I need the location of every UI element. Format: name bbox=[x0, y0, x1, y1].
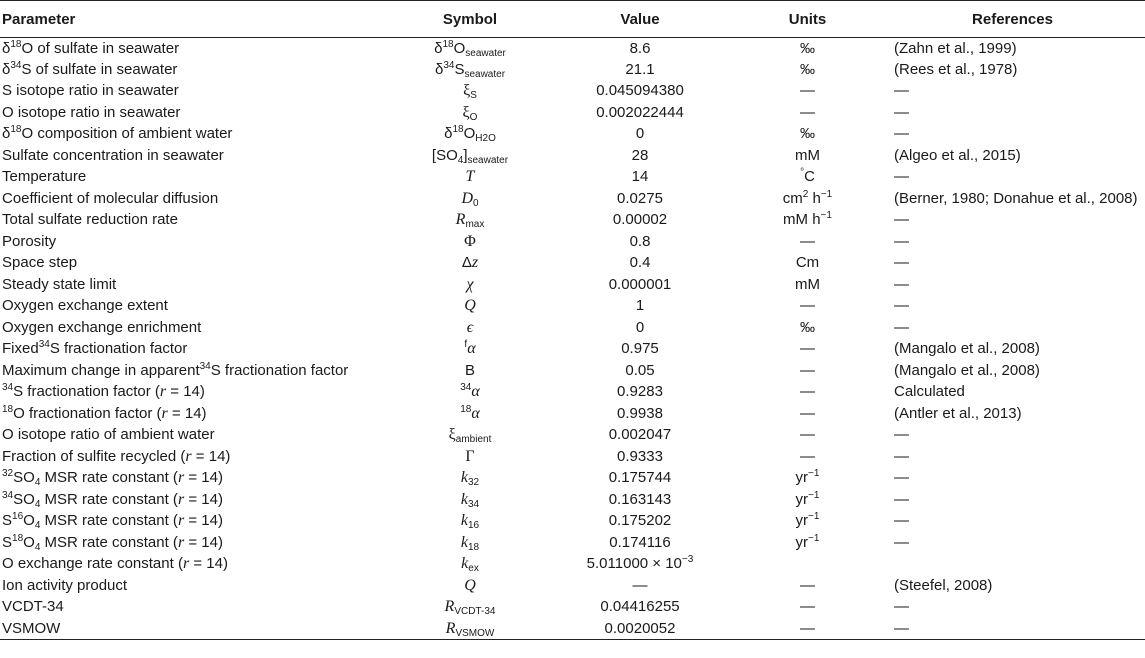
cell-parameter: $\delta^{18}O$ of sulfate in seawater bbox=[2, 38, 180, 57]
cell-symbol: $^{18}$α bbox=[460, 403, 480, 422]
cell-value: 0.002047 bbox=[608, 426, 672, 444]
table-row bbox=[0, 511, 1145, 533]
cell-reference: — bbox=[894, 490, 909, 508]
cell-symbol: $\delta^{18}O_{H2O}$ bbox=[444, 124, 496, 145]
cell-reference: (Rees et al., 1978) bbox=[894, 60, 1018, 78]
cell-value: 0.00002 bbox=[612, 211, 668, 229]
cell-value: 0.174116 bbox=[609, 533, 671, 551]
cell-symbol: $^{34}$α bbox=[460, 382, 480, 401]
table-row bbox=[0, 210, 1145, 232]
cell-units: $yr^{-1}$ bbox=[795, 532, 820, 551]
cell-reference: — bbox=[894, 426, 909, 444]
cell-units: Cm bbox=[795, 254, 820, 272]
cell-units: ‰ bbox=[800, 125, 815, 143]
cell-value: 0.04416255 bbox=[600, 598, 680, 616]
cell-symbol: χ bbox=[466, 275, 474, 293]
cell-symbol: $\delta^{34}S_{seawater}$ bbox=[434, 59, 506, 80]
cell-units: — bbox=[800, 103, 815, 121]
header-row bbox=[0, 1, 1145, 38]
cell-symbol: $\delta^{18}O_{seawater}$ bbox=[434, 38, 506, 59]
cell-value: 0 bbox=[635, 125, 645, 143]
cell-value: 0.8 bbox=[629, 232, 651, 250]
cell-reference: — bbox=[894, 82, 909, 100]
cell-reference: — bbox=[894, 125, 909, 143]
cell-value: 0.045094380 bbox=[596, 82, 684, 100]
cell-reference: — bbox=[894, 297, 909, 315]
table-row bbox=[0, 231, 1145, 253]
cell-symbol: Φ bbox=[464, 232, 476, 250]
cell-reference: — bbox=[894, 103, 909, 121]
cell-value: 21.1 bbox=[625, 60, 655, 78]
cell-units: $yr^{-1}$ bbox=[795, 511, 820, 530]
cell-parameter: $S^{18}O_4$ MSR rate constant (r = 14) bbox=[2, 532, 223, 553]
table-row bbox=[0, 145, 1145, 167]
table-body bbox=[0, 38, 1145, 640]
cell-parameter: S isotope ratio in seawater bbox=[2, 82, 179, 100]
cell-parameter: Sulfate concentration in seawater bbox=[2, 146, 224, 164]
header-references: References bbox=[880, 1, 1145, 38]
cell-parameter: Temperature bbox=[2, 168, 87, 186]
cell-value: 0.175744 bbox=[608, 469, 672, 487]
cell-symbol: $R_{max}$ bbox=[455, 211, 485, 231]
header-parameter: Parameter bbox=[0, 1, 395, 38]
cell-parameter: Ion activity product bbox=[2, 576, 128, 594]
cell-reference: (Algeo et al., 2015) bbox=[894, 146, 1021, 164]
cell-reference: — bbox=[894, 168, 909, 186]
cell-value: — bbox=[632, 576, 648, 594]
cell-reference: Calculated bbox=[894, 383, 965, 401]
cell-reference: — bbox=[894, 512, 909, 530]
cell-value: 1 bbox=[635, 297, 645, 315]
table-row bbox=[0, 296, 1145, 318]
cell-parameter: Total sulfate reduction rate bbox=[2, 211, 178, 229]
cell-units: — bbox=[800, 576, 815, 594]
cell-reference: (Zahn et al., 1999) bbox=[894, 39, 1017, 57]
cell-reference: — bbox=[894, 318, 909, 336]
cell-parameter: VSMOW bbox=[0, 618, 395, 640]
cell-parameter: $S^{16}O_4$ MSR rate constant (r = 14) bbox=[2, 511, 223, 532]
cell-parameter: Steady state limit bbox=[2, 275, 117, 293]
cell-symbol: $\xi_O$ bbox=[462, 103, 478, 123]
cell-value: 0 bbox=[635, 318, 645, 336]
cell-value: 0.05 bbox=[625, 361, 655, 379]
cell-value: 0.4 bbox=[629, 254, 651, 272]
table-row bbox=[0, 382, 1145, 404]
cell-units bbox=[735, 554, 880, 576]
cell-units: °C bbox=[800, 167, 815, 186]
cell-value: 14 bbox=[631, 168, 649, 186]
cell-units: — bbox=[800, 361, 815, 379]
cell-parameter: VCDT-34 bbox=[2, 598, 64, 616]
cell-units: $cm^2$ $h^{-1}$ bbox=[782, 188, 833, 207]
cell-units: — bbox=[800, 297, 815, 315]
table-row bbox=[0, 81, 1145, 103]
table-row bbox=[0, 489, 1145, 511]
cell-symbol: $k_{ex}$ bbox=[461, 555, 479, 575]
cell-symbol: $\xi_{ambient}$ bbox=[448, 426, 492, 446]
cell-reference: — bbox=[894, 211, 909, 229]
cell-units: mM $h^{-1}$ bbox=[783, 210, 832, 229]
cell-symbol: $k_{34}$ bbox=[460, 490, 480, 510]
cell-symbol: $\xi_S$ bbox=[463, 82, 477, 102]
table-row bbox=[0, 274, 1145, 296]
cell-parameter: Porosity bbox=[2, 232, 57, 250]
cell-reference bbox=[880, 554, 1145, 576]
cell-symbol: T bbox=[465, 168, 475, 186]
cell-parameter: Oxygen exchange extent bbox=[2, 297, 168, 315]
cell-parameter: $\delta^{18}O$ composition of ambient water bbox=[2, 124, 233, 143]
cell-units: mM bbox=[795, 146, 820, 164]
table-row bbox=[0, 425, 1145, 447]
table-row bbox=[0, 468, 1145, 490]
table-row bbox=[0, 38, 1145, 60]
cell-reference: — bbox=[894, 469, 909, 487]
cell-value: 0.0275 bbox=[617, 189, 663, 207]
cell-value: 0.0020052 bbox=[545, 618, 735, 640]
cell-reference: (Mangalo et al., 2008) bbox=[894, 340, 1040, 358]
cell-parameter: O isotope ratio of ambient water bbox=[2, 426, 215, 444]
table-row bbox=[0, 167, 1145, 189]
cell-value: 0.9938 bbox=[617, 404, 663, 422]
cell-parameter: $^{34}$S fractionation factor (r = 14) bbox=[2, 382, 205, 401]
table-row bbox=[0, 59, 1145, 81]
cell-parameter: Oxygen exchange enrichment bbox=[2, 318, 202, 336]
cell-value: $5.011000 \times 10^{-3}$ bbox=[586, 554, 694, 573]
cell-value: 0.163143 bbox=[608, 490, 672, 508]
cell-symbol: Q bbox=[464, 576, 476, 594]
table-row bbox=[0, 317, 1145, 339]
cell-symbol: $[SO_4]_{seawater}$ bbox=[431, 146, 509, 166]
table-row bbox=[0, 339, 1145, 361]
cell-value: 0.000001 bbox=[608, 275, 672, 293]
cell-symbol: $k_{16}$ bbox=[460, 512, 480, 532]
table-row bbox=[0, 253, 1145, 275]
cell-units: $yr^{-1}$ bbox=[795, 468, 820, 487]
cell-units: mM bbox=[795, 275, 820, 293]
cell-units: — bbox=[800, 404, 815, 422]
table-row bbox=[0, 124, 1145, 146]
cell-reference: — bbox=[894, 275, 909, 293]
cell-value: 0.175202 bbox=[608, 512, 672, 530]
table-row bbox=[0, 360, 1145, 382]
cell-units: — bbox=[735, 618, 880, 640]
cell-symbol: $D_0$ bbox=[461, 189, 479, 209]
cell-units: ‰ bbox=[800, 60, 815, 78]
table-row bbox=[0, 532, 1145, 554]
cell-value: 0.002022444 bbox=[596, 103, 684, 121]
cell-reference: — bbox=[894, 254, 909, 272]
cell-parameter: $^{18}$O fractionation factor (r = 14) bbox=[2, 403, 207, 422]
cell-parameter: Maximum change in apparent$^{34}$S fractionation factor bbox=[2, 360, 349, 379]
cell-parameter: Coefficient of molecular diffusion bbox=[2, 189, 219, 207]
cell-symbol: Δz bbox=[461, 254, 479, 272]
cell-units: — bbox=[800, 383, 815, 401]
cell-value: 28 bbox=[631, 146, 649, 164]
header-symbol: Symbol bbox=[395, 1, 545, 38]
table-row bbox=[0, 575, 1145, 597]
cell-reference: — bbox=[894, 447, 909, 465]
cell-units: — bbox=[800, 598, 815, 616]
cell-units: — bbox=[800, 340, 815, 358]
cell-units: ‰ bbox=[800, 318, 815, 336]
cell-reference: — bbox=[894, 232, 909, 250]
cell-reference: (Antler et al., 2013) bbox=[894, 404, 1022, 422]
cell-parameter: $^{32}SO_4$ MSR rate constant (r = 14) bbox=[2, 468, 223, 489]
cell-symbol: Γ bbox=[465, 447, 475, 465]
cell-units: — bbox=[800, 232, 815, 250]
cell-units: — bbox=[800, 447, 815, 465]
cell-symbol: $R_{VCDT-34}$ bbox=[444, 598, 496, 618]
cell-parameter: Fraction of sulfite recycled (r = 14) bbox=[2, 447, 231, 465]
table-row bbox=[0, 446, 1145, 468]
cell-reference: (Mangalo et al., 2008) bbox=[894, 361, 1040, 379]
cell-parameter: $\delta^{34}S$ of sulfate in seawater bbox=[2, 59, 178, 78]
cell-reference: (Berner, 1980; Donahue et al., 2008) bbox=[894, 189, 1138, 207]
table-row bbox=[0, 403, 1145, 425]
header-value: Value bbox=[545, 1, 735, 38]
header-units: Units bbox=[735, 1, 880, 38]
cell-parameter: O exchange rate constant (r = 14) bbox=[2, 555, 228, 573]
cell-reference: — bbox=[894, 533, 909, 551]
cell-symbol: Β bbox=[464, 361, 475, 379]
cell-symbol: $^f$α bbox=[464, 339, 476, 358]
cell-reference: — bbox=[894, 598, 909, 616]
cell-symbol: $k_{32}$ bbox=[460, 469, 480, 489]
table-row bbox=[0, 188, 1145, 210]
cell-units: $yr^{-1}$ bbox=[795, 489, 820, 508]
table-row bbox=[0, 554, 1145, 576]
cell-parameter: Space step bbox=[2, 254, 78, 272]
table-header bbox=[0, 1, 1145, 38]
cell-symbol: Q bbox=[464, 297, 476, 315]
cell-units: ‰ bbox=[800, 39, 815, 57]
table-row bbox=[0, 597, 1145, 619]
cell-value: 0.9333 bbox=[617, 447, 663, 465]
cell-parameter: Fixed$^{34}$S fractionation factor bbox=[2, 339, 188, 358]
cell-parameter: $^{34}SO_4$ MSR rate constant (r = 14) bbox=[2, 489, 223, 510]
cell-value: 0.9283 bbox=[617, 383, 663, 401]
table-row bbox=[0, 618, 1145, 640]
cell-units: — bbox=[800, 426, 815, 444]
cell-reference: — bbox=[880, 618, 1145, 640]
table-row bbox=[0, 102, 1145, 124]
cell-symbol: $k_{18}$ bbox=[460, 533, 480, 553]
cell-symbol: $R_{VSMOW}$ bbox=[395, 618, 545, 640]
cell-value: 0.975 bbox=[621, 340, 659, 358]
cell-symbol: ϵ bbox=[466, 318, 474, 336]
cell-value: 8.6 bbox=[629, 39, 651, 57]
cell-reference: (Steefel, 2008) bbox=[894, 576, 993, 594]
cell-units: — bbox=[800, 82, 815, 100]
cell-parameter: O isotope ratio in seawater bbox=[2, 103, 181, 121]
